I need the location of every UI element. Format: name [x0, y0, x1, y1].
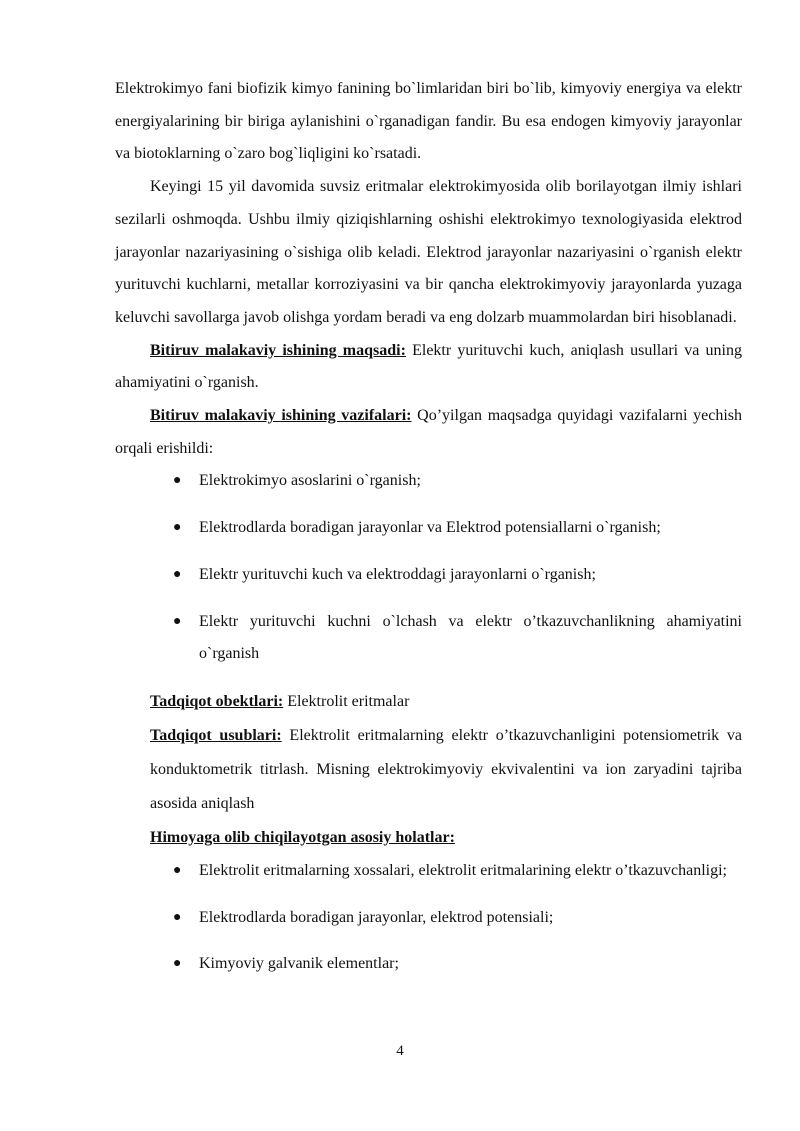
bullet-icon: ●: [173, 909, 182, 925]
page-content: [115, 73, 742, 981]
tasks-paragraph: [115, 400, 742, 465]
objects-text: Elektrolit eritmalar: [283, 692, 410, 710]
list-item: ● Kimyoviy galvanik elementlar;: [115, 948, 742, 981]
list-item: ● Elektrolit eritmalarning xossalari, elektrolit eritmalarining elektr o’tkazuvchanligi;: [115, 855, 742, 888]
page-number: 4: [396, 1043, 404, 1059]
paragraph-intro: Elektrokimyo fani biofizik kimyo fanining bo`limlaridan biri bo`lib, kimyoviy energiya va elektr energiyalarining bir biriga aylanishini o`rganadigan fandir. Bu esa endogen kimyoviy jarayonlar va biotoklarning o`zaro bog`liqligini ko`rsatadi.: [115, 80, 742, 163]
list-item: ● Elektrodlarda boradigan jarayonlar, elektrod potensiali;: [115, 902, 742, 935]
research-block: [115, 685, 742, 855]
list-item: ● Elektrodlarda boradigan jarayonlar va Elektrod potensiallarni o`rganish;: [115, 512, 742, 545]
tasks-label: Bitiruv malakaviy ishining vazifalari:: [150, 407, 412, 425]
bullet-icon: ●: [173, 862, 182, 878]
objects-paragraph: [150, 685, 742, 719]
list-item: ● Elektr yurituvchi kuch va elektroddagi jarayonlarni o`rganish;: [115, 559, 742, 592]
list-item: ● Elektrokimyo asoslarini o`rganish;: [115, 465, 742, 498]
defense-heading: [150, 821, 742, 855]
goal-label: Bitiruv malakaviy ishining maqsadi:: [150, 341, 406, 359]
methods-text: Elektrolit eritmalarning elektr o’tkazuvchanligini potensiometrik va konduktometrik titrlash. Misning elektrokimyoviy ekvivalentini va ion zaryadini tajriba asosida aniqlash: [150, 726, 742, 812]
defense-label: Himoyaga olib chiqilayotgan asosiy holatlar:: [150, 828, 455, 846]
objects-label: Tadqiqot obektlari:: [150, 692, 284, 710]
bullet-icon: ●: [173, 566, 182, 582]
list-item: ● Elektr yurituvchi kuchni o`lchash va elektr o’tkazuvchanlikning ahamiyatini o`rganish: [115, 606, 742, 671]
bullet-icon: ●: [173, 956, 182, 972]
paragraph-research-trend: Keyingi 15 yil davomida suvsiz eritmalar elektrokimyosida olib borilayotgan ilmiy ishlari sezilarli oshmoqda. Ushbu ilmiy qiziqishlarning oshishi elektrokimyo texnologiyasida elektrod jarayonlar nazariyasining o`sishiga olib keladi. Elektrod jarayonlar nazariyasini o`rganish elektr yurituvchi kuchlarni, metallar korroziyasini va bir qancha elektrokimyoviy jarayonlarda yuzaga keluvchi savollarga javob olishga yordam beradi va eng dolzarb muammolardan biri hisoblanadi.: [115, 178, 742, 326]
goal-paragraph: [115, 335, 742, 400]
bullet-icon: ●: [173, 613, 182, 629]
goal-text: Elektr yurituvchi kuch, aniqlash usullari va uning ahamiyatini o`rganish.: [115, 341, 743, 392]
tasks-text: Qo’yilgan maqsadga quyidagi vazifalarni yechish orqali erishildi:: [115, 407, 742, 457]
bullet-icon: ●: [173, 473, 182, 489]
tasks-list: [115, 465, 742, 671]
methods-paragraph: [150, 719, 742, 821]
bullet-icon: ●: [173, 520, 182, 536]
methods-label: Tadqiqot usublari:: [150, 726, 282, 744]
defense-list: [115, 855, 742, 981]
